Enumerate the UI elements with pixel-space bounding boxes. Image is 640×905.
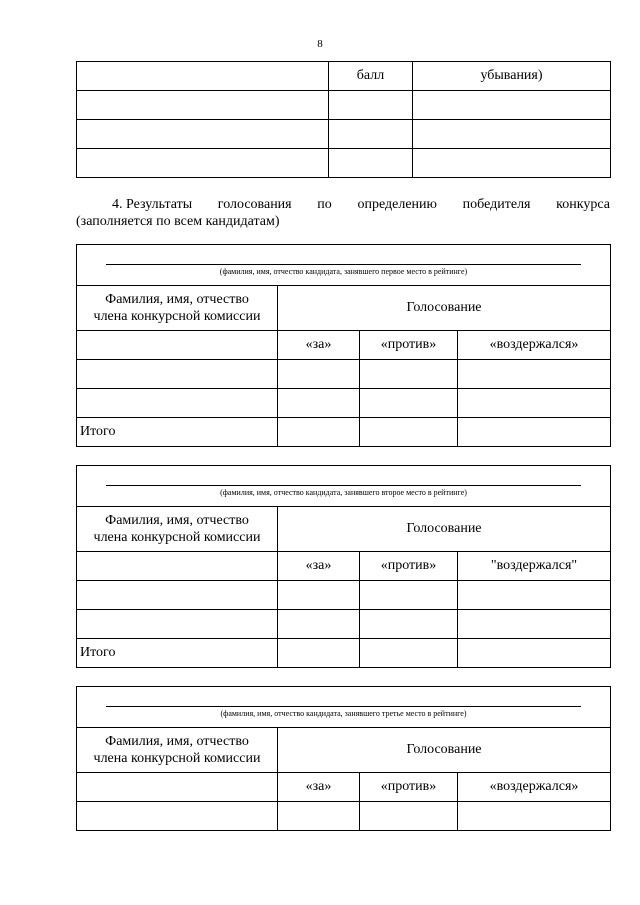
section-heading-line2: (заполняется по всем кандидатам) (76, 214, 280, 229)
heading-word: определению (357, 197, 437, 212)
member-name-header-line1: Фамилия, имя, отчество (105, 513, 249, 528)
table-cell (77, 149, 329, 178)
table-cell (278, 802, 360, 831)
member-name-header-line1: Фамилия, имя, отчество (105, 292, 249, 307)
candidate-signature-row (77, 245, 611, 286)
table-cell (278, 360, 360, 389)
heading-word: победителя (462, 197, 531, 212)
table-cell (77, 610, 278, 639)
candidate-caption: (фамилия, имя, отчество кандидата, занявшего второе место в рейтинге) (220, 488, 467, 497)
member-name-header-line2: члена конкурсной комиссии (93, 530, 261, 545)
option-abstained: «воздержался» (458, 773, 611, 802)
table-row (77, 581, 611, 610)
table-cell (77, 91, 329, 120)
table-cell (278, 389, 360, 418)
table-cell (360, 389, 458, 418)
signature-line (106, 706, 581, 707)
candidate-caption: (фамилия, имя, отчество кандидата, занявшего третье место в рейтинге) (220, 709, 467, 718)
table-header-row (77, 286, 611, 331)
table-cell (458, 418, 611, 447)
candidate-signature-row (77, 466, 611, 507)
table-cell (278, 581, 360, 610)
candidate-name-field[interactable] (77, 466, 611, 507)
options-row (77, 331, 611, 360)
table-cell (329, 91, 413, 120)
table-cell (77, 773, 278, 802)
member-name-header-line1: Фамилия, имя, отчество (105, 734, 249, 749)
member-name-header (77, 507, 278, 552)
table-cell (360, 581, 458, 610)
page-number: 8 (317, 38, 323, 50)
table-cell (413, 120, 611, 149)
table-cell (77, 389, 278, 418)
table-header-row (77, 507, 611, 552)
vote-table-second (76, 465, 610, 668)
table-cell (360, 360, 458, 389)
table-cell (458, 389, 611, 418)
options-row (77, 552, 611, 581)
option-for: «за» (278, 773, 360, 802)
table-cell (458, 639, 611, 668)
total-label: Итого (77, 639, 278, 668)
option-for: «за» (278, 331, 360, 360)
heading-word: по (317, 197, 332, 212)
total-row (77, 418, 611, 447)
table-cell (77, 552, 278, 581)
table-cell (77, 120, 329, 149)
table-cell (413, 91, 611, 120)
total-label: Итого (77, 418, 278, 447)
table-cell (77, 360, 278, 389)
table-row (77, 802, 611, 831)
vote-table-third (76, 686, 610, 831)
options-row (77, 773, 611, 802)
table-header-row (77, 728, 611, 773)
table-cell (360, 418, 458, 447)
heading-word: конкурса (556, 197, 610, 212)
table-cell (77, 802, 278, 831)
table-cell (458, 610, 611, 639)
option-abstained: "воздержался" (458, 552, 611, 581)
table-row (77, 62, 611, 91)
score-header: балл (329, 62, 413, 91)
voting-header: Голосование (278, 507, 611, 552)
member-name-header (77, 728, 278, 773)
table-cell (278, 418, 360, 447)
table-row (77, 120, 611, 149)
table-cell (278, 639, 360, 668)
vote-table-first (76, 244, 610, 447)
signature-line (106, 264, 581, 265)
member-name-header-line2: члена конкурсной комиссии (93, 751, 261, 766)
table-row (77, 389, 611, 418)
table-cell (360, 802, 458, 831)
heading-word: голосования (217, 197, 292, 212)
table-row (77, 610, 611, 639)
candidate-name-field[interactable] (77, 687, 611, 728)
table-cell (329, 149, 413, 178)
total-row (77, 639, 611, 668)
option-against: «против» (360, 552, 458, 581)
signature-line (106, 485, 581, 486)
order-header: убывания) (413, 62, 611, 91)
table-cell (329, 120, 413, 149)
table-cell (77, 331, 278, 360)
ranking-table (76, 61, 611, 178)
option-against: «против» (360, 773, 458, 802)
member-name-header-line2: члена конкурсной комиссии (93, 309, 261, 324)
candidate-signature-row (77, 687, 611, 728)
voting-header: Голосование (278, 728, 611, 773)
table-row (77, 360, 611, 389)
table-cell (458, 360, 611, 389)
table-cell (458, 581, 611, 610)
option-for: «за» (278, 552, 360, 581)
table-cell (77, 62, 329, 91)
table-cell (458, 802, 611, 831)
table-cell (360, 639, 458, 668)
heading-word: 4. Результаты (112, 197, 193, 212)
option-abstained: «воздержался» (458, 331, 611, 360)
candidate-caption: (фамилия, имя, отчество кандидата, занявшего первое место в рейтинге) (219, 267, 468, 276)
table-row (77, 91, 611, 120)
member-name-header (77, 286, 278, 331)
table-cell (360, 610, 458, 639)
table-cell (77, 581, 278, 610)
candidate-name-field[interactable] (77, 245, 611, 286)
table-row (77, 149, 611, 178)
table-cell (413, 149, 611, 178)
section-heading-line1 (76, 196, 610, 213)
voting-header: Голосование (278, 286, 611, 331)
table-cell (278, 610, 360, 639)
option-against: «против» (360, 331, 458, 360)
